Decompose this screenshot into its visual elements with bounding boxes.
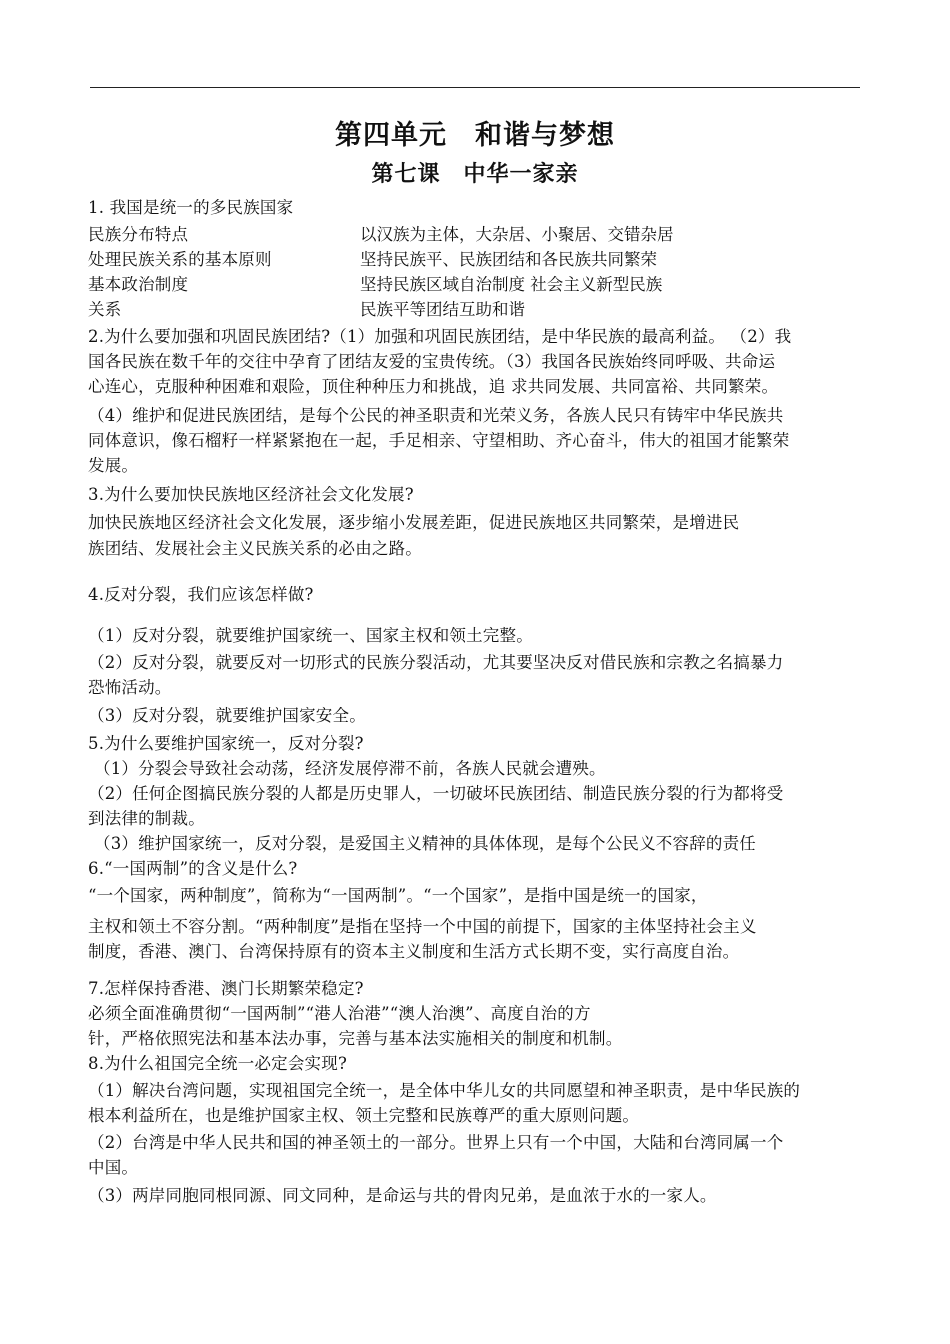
s1-row-value: 以汉族为主体，大杂居、小聚居、交错杂居	[360, 225, 674, 244]
s1-row-label: 关系	[88, 300, 122, 319]
s5-line: （1）分裂会导致社会动荡，经济发展停滞不前，各族人民就会遭殃。	[94, 759, 606, 778]
s8-line: 根本利益所在，也是维护国家主权、领土完整和民族尊严的重大原则问题。	[88, 1106, 640, 1125]
unit-title: 第四单元 和谐与梦想	[335, 120, 615, 151]
s4-question: 4.反对分裂，我们应该怎样做?	[88, 585, 314, 604]
s4-line: 恐怖活动。	[88, 678, 172, 697]
s7-question: 7.怎样保持香港、澳门长期繁荣稳定?	[88, 979, 364, 998]
lesson-title: 第七课 中华一家亲	[371, 162, 579, 187]
s8-line: （3）两岸同胞同根同源、同文同种，是命运与共的骨肉兄弟，是血浓于水的一家人。	[88, 1186, 717, 1205]
s8-question: 8.为什么祖国完全统一必定会实现?	[88, 1054, 347, 1073]
s4-line: （3）反对分裂，就要维护国家安全。	[88, 706, 366, 725]
s4-line: （1）反对分裂，就要维护国家统一、国家主权和领土完整。	[88, 626, 533, 645]
s3-question: 3.为什么要加快民族地区经济社会文化发展?	[88, 485, 414, 504]
s1-row-value: 坚持民族平、民族团结和各民族共同繁荣	[360, 250, 657, 269]
s7-line: 针，严格依照宪法和基本法办事，完善与基本法实施相关的制度和机制。	[88, 1029, 623, 1048]
s1-row-label: 民族分布特点	[88, 225, 189, 244]
s2-line: 心连心，克服种种困难和艰险，顶住种种压力和挑战，追 求共同发展、共同富裕、共同繁荣。	[88, 377, 779, 396]
s1-row-label: 基本政治制度	[88, 275, 189, 294]
s5-line: （2）任何企图搞民族分裂的人都是历史罪人，一切破坏民族团结、制造民族分裂的行为都将受	[88, 784, 784, 803]
s5-line: （3）维护国家统一，反对分裂，是爱国主义精神的具体体现，是每个公民义不容辞的责任	[94, 834, 756, 853]
s8-line: 中国。	[88, 1158, 139, 1177]
s6-line: 制度，香港、澳门、台湾保持原有的资本主义制度和生活方式长期不变，实行高度自治。	[88, 942, 740, 961]
s1-row-value: 民族平等团结互助和谐	[360, 300, 525, 319]
s1-row-value: 坚持民族区域自治制度 社会主义新型民族	[360, 275, 663, 294]
s8-line: （1）解决台湾问题，实现祖国完全统一，是全体中华儿女的共同愿望和神圣职责，是中华民族的	[88, 1081, 801, 1100]
s6-question: 6.“一国两制”的含义是什么?	[88, 859, 298, 878]
s2-line: 2.为什么要加强和巩固民族团结?（1）加强和巩固民族团结，是中华民族的最高利益。 （2）我	[88, 327, 792, 346]
header-rule	[90, 87, 860, 88]
s3-line: 加快民族地区经济社会文化发展，逐步缩小发展差距，促进民族地区共同繁荣，是增进民	[88, 513, 740, 532]
section-1-heading: 1. 我国是统一的多民族国家	[88, 198, 294, 217]
s8-line: （2）台湾是中华人民共和国的神圣领土的一部分。世界上只有一个中国，大陆和台湾同属一个	[88, 1133, 784, 1152]
s7-line: 必须全面准确贯彻“一国两制”“港人治港”“澳人治澳”、高度自治的方	[88, 1004, 591, 1023]
s2-line: 同体意识，像石榴籽一样紧紧抱在一起，手足相亲、守望相助、齐心奋斗，伟大的祖国才能繁荣	[88, 431, 790, 450]
s5-question: 5.为什么要维护国家统一，反对分裂?	[88, 734, 364, 753]
s6-line: 主权和领土不容分割。“两种制度”是指在坚持一个中国的前提下，国家的主体坚持社会主义	[88, 917, 757, 936]
s4-line: （2）反对分裂，就要反对一切形式的民族分裂活动，尤其要坚决反对借民族和宗教之名搞暴力	[88, 653, 784, 672]
s3-line: 族团结、发展社会主义民族关系的必由之路。	[88, 539, 422, 558]
s2-line: （4）维护和促进民族团结，是每个公民的神圣职责和光荣义务，各族人民只有铸牢中华民族共	[88, 406, 784, 425]
s2-line: 发展。	[88, 456, 139, 475]
s2-line: 国各民族在数千年的交往中孕育了团结友爱的宝贵传统。（3）我国各民族始终同呼吸、共命运	[88, 352, 776, 371]
s1-row-label: 处理民族关系的基本原则	[88, 250, 272, 269]
s6-line: “一个国家，两种制度”，简称为“一国两制”。“一个国家”，是指中国是统一的国家，	[88, 886, 708, 905]
s5-line: 到法律的制裁。	[88, 809, 205, 828]
